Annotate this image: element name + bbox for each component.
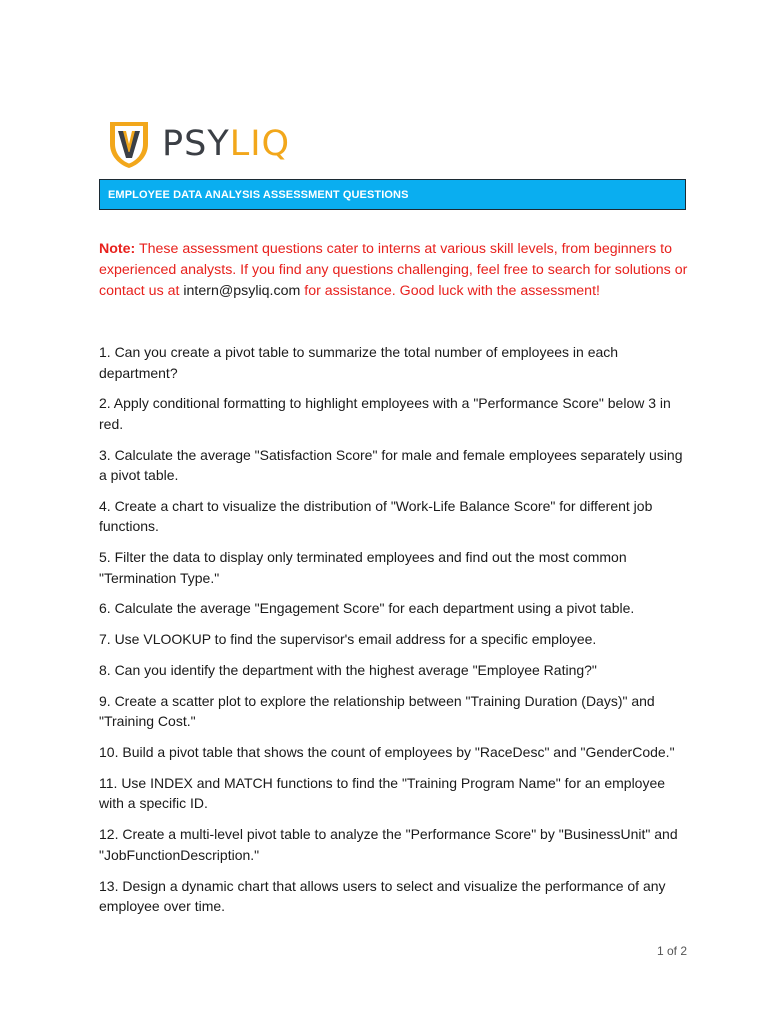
question-item: 6. Calculate the average "Engagement Score" for each department using a pivot table. <box>99 600 635 617</box>
note-text-before-email: These assessment questions cater to interns at various skill levels, from beginners to experienced analysts. If you find any questions challenging, feel free to search for solutions or contact us at <box>99 241 688 299</box>
logo-text-psy: PSY <box>162 123 230 164</box>
question-item: 8. Can you identify the department with the highest average "Employee Rating?" <box>99 662 597 679</box>
logo-text-liq: LIQ <box>229 123 291 164</box>
banner-title: EMPLOYEE DATA ANALYSIS ASSESSMENT QUESTIONS <box>108 188 409 201</box>
note-label: Note: <box>99 241 136 257</box>
question-item: 5. Filter the data to display only terminated employees and find out the most common "Termination Type." <box>99 549 627 586</box>
question-item: 2. Apply conditional formatting to highlight employees with a "Performance Score" below 3 in red. <box>99 395 671 432</box>
logo-wordmark <box>162 123 291 164</box>
question-item: 3. Calculate the average "Satisfaction Score" for male and female employees separately using a pivot table. <box>99 446 683 484</box>
note-paragraph <box>99 239 689 302</box>
question-item: 1. Can you create a pivot table to summarize the total number of employees in each department? <box>99 344 619 381</box>
question-item: 12. Create a multi-level pivot table to analyze the "Performance Score" by "BusinessUnit" and "JobFunctionDescription." <box>99 826 678 863</box>
question-item: 9. Create a scatter plot to explore the relationship between "Training Duration (Days)" and "Training Cost." <box>99 692 655 730</box>
question-item: 11. Use INDEX and MATCH functions to find the "Training Program Name" for an employee with a specific ID. <box>99 774 666 812</box>
psyliq-logo <box>106 118 290 170</box>
question-item: 4. Create a chart to visualize the distribution of "Work-Life Balance Score" for different job functions. <box>99 497 653 535</box>
question-item: 10. Build a pivot table that shows the count of employees by "RaceDesc" and "GenderCode." <box>99 744 675 761</box>
shield-logo-icon <box>106 118 152 170</box>
question-item: 13. Design a dynamic chart that allows users to select and visualize the performance of any employee over time. <box>99 877 666 915</box>
page-number: 1 of 2 <box>656 944 687 958</box>
question-item: 7. Use VLOOKUP to find the supervisor's email address for a specific employee. <box>99 631 597 648</box>
contact-email: intern@psyliq.com <box>183 283 301 299</box>
title-banner <box>99 179 686 210</box>
note-text-after-email: for assistance. Good luck with the assessment! <box>300 283 600 299</box>
question-list <box>99 342 691 927</box>
